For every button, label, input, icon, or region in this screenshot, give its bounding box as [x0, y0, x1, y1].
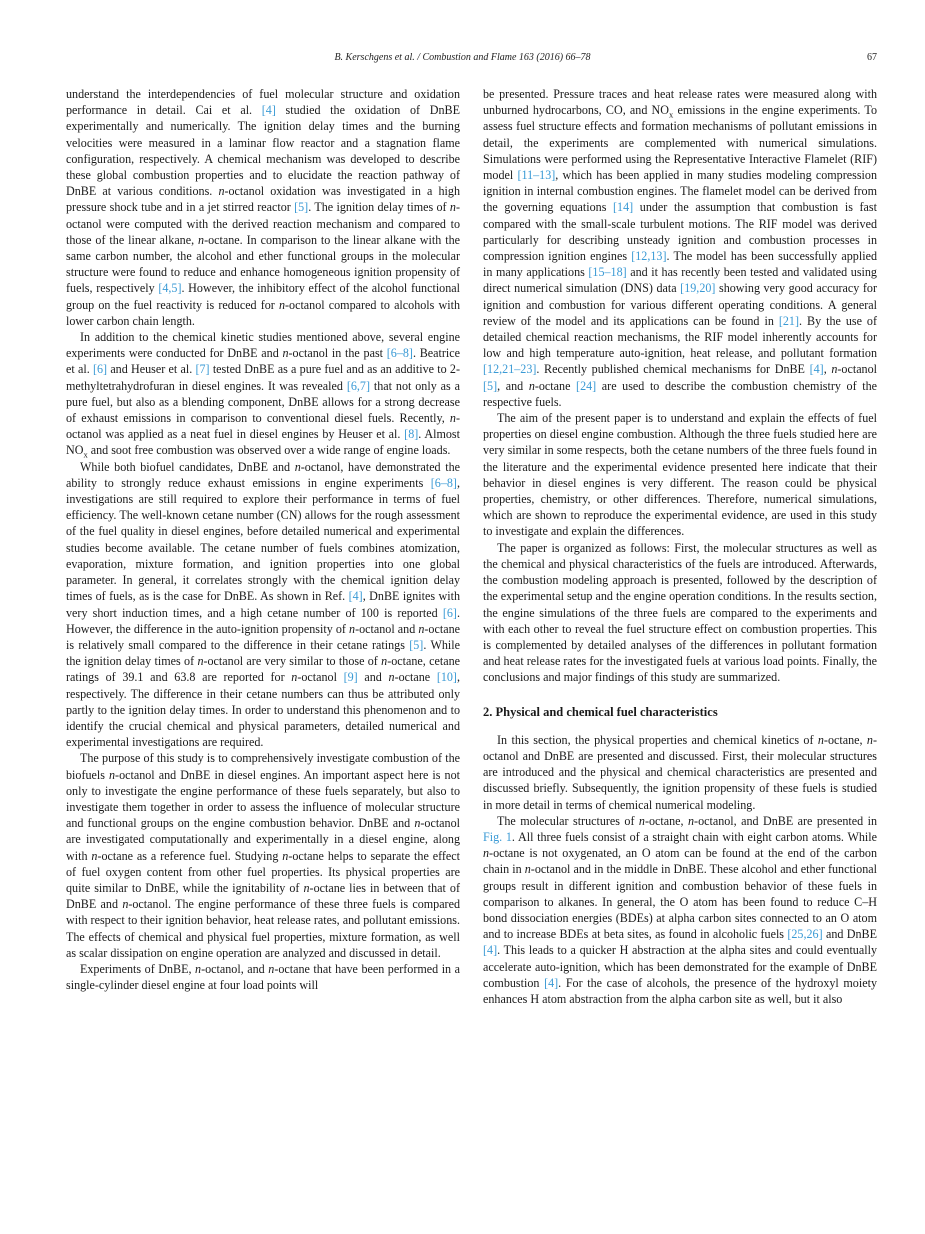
- citation-link[interactable]: [6,7]: [346, 378, 370, 393]
- citation-link[interactable]: [7]: [195, 362, 210, 377]
- paragraph: The purpose of this study is to comprehensively investigate combustion of the biofuels n-octanol and DnBE in diesel engines. An important aspect here is not only to investigate the engine performance of these fuels separately, but also to investigate them together in order to assess the influence of molecular structure and functional groups on the engine combustion behavior. DnBE and n-octanol are investigated computationally and experimentally in a diesel engine, along with n-octane as a reference fuel. Studying n-octane helps to separate the effect of fuel oxygen content from other fuel properties. Its physical properties are quite similar to DnBE, while the ignitability of n-octane lies in between that of DnBE and n-octanol. The engine performance of these three fuels is compared with respect to their ignition behavior, heat release rates, and pollutant emissions. The effects of chemical and physical fuel properties, mixture formation, as well as scalar dissipation on engine operation are analyzed and discussed in detail.: [66, 751, 461, 960]
- right-column: [483, 86, 877, 1007]
- citation-link[interactable]: [4,5]: [158, 281, 182, 296]
- citation-link[interactable]: [12,21–23]: [483, 362, 537, 377]
- left-column: [66, 86, 460, 993]
- paragraph: Experiments of DnBE, n-octanol, and n-octane that have been performed in a single-cylinder diesel engine at four load points will: [66, 961, 460, 993]
- citation-link[interactable]: [12,13]: [631, 249, 667, 264]
- citation-link[interactable]: [19,20]: [680, 281, 716, 296]
- citation-link[interactable]: [15–18]: [588, 265, 627, 280]
- citation-link[interactable]: [21]: [778, 313, 799, 328]
- running-head: [0, 52, 925, 63]
- paragraph: While both biofuel candidates, DnBE and n-octanol, have demonstrated the ability to strongly reduce exhaust emissions in engine experiments [6–8], investigations are still required to explore their performance in terms of fuel efficiency. The well-known cetane number (CN) allows for the rough assessment of the fuel quality in diesel engines, before detailed numerical and experimental studies become available. The cetane number of fuels combines atomization, evaporation, mixture formation, and ignition properties into one global parameter. In general, it correlates strongly with the chemical ignition delay times of fuels, as is the case for DnBE. As shown in Ref. [4], DnBE ignites with very short induction times, and a high cetane number of 100 is reported [6]. However, the difference in the auto-ignition propensity of n-octanol and n-octane is relatively small compared to the difference in their cetane ratings [5]. While the ignition delay times of n-octanol are very similar to those of n-octane, cetane ratings of 39.1 and 63.8 are reported for n-octanol [9] and n-octane [10], respectively. The difference in their cetane numbers can thus be attributed only partly to the ignition delay times. In order to understand this phenomenon and to identify the crucial chemical and physical parameters, detailed numerical and experimental investigations are required.: [66, 459, 461, 750]
- citation-link[interactable]: [5]: [294, 200, 309, 215]
- citation-link[interactable]: [8]: [404, 427, 419, 442]
- citation-link[interactable]: [4]: [544, 975, 559, 990]
- citation-link[interactable]: [10]: [436, 670, 457, 685]
- citation-link[interactable]: [4]: [809, 362, 824, 377]
- paragraph: understand the interdependencies of fuel molecular structure and oxidation performance in detail. Cai et al. [4] studied the oxidation of DnBE experimentally and numerically. The ignition delay times and the burning velocities were measured in a laminar flow reactor and a stagnation flame configuration, respectively. A chemical mechanism was developed to describe these global combustion properties and to elucidate the reaction pathway of DnBE at various conditions. n-octanol oxidation was investigated in a high pressure shock tube and in a jet stirred reactor [5]. The ignition delay times of n-octanol were computed with the derived reaction mechanism and compared to those of the linear alkane, n-octane. In comparison to the linear alkane with the same carbon number, the alcohol and ether functional groups in the molecular structure were found to reduce and enhance homogeneous ignition propensity of fuels, respectively [4,5]. However, the inhibitory effect of the alcohol functional group on the fuel reactivity is reduced for n-octanol compared to alcohols with lower carbon chain length.: [66, 87, 460, 328]
- citation-link[interactable]: [9]: [343, 670, 358, 685]
- running-title: B. Kerschgens et al. / Combustion and Flame 163 (2016) 66–78: [334, 52, 591, 63]
- citation-link[interactable]: [4]: [483, 943, 498, 958]
- paragraph: In this section, the physical properties and chemical kinetics of n-octane, n-octanol and DnBE are presented and discussed. First, their molecular structures are introduced and the physical and chemical characteristics are presented and discussed briefly. Subsequently, the ignition propensity of these fuels is studied in more detail in terms of chemical numerical modeling.: [483, 732, 877, 812]
- section-heading: 2. Physical and chemical fuel characteristics: [483, 704, 718, 719]
- citation-link[interactable]: [6–8]: [386, 346, 413, 361]
- figure-link[interactable]: Fig. 1: [483, 829, 512, 844]
- citation-link[interactable]: [6–8]: [430, 475, 457, 490]
- citation-link[interactable]: [24]: [576, 378, 597, 393]
- citation-link[interactable]: [25,26]: [787, 927, 823, 942]
- paragraph: be presented. Pressure traces and heat release rates were measured along with unburned hydrocarbons, CO, and $NO_x$ emissions in the engine experiments. To assess fuel structure effects and formation mechanisms of pollutant emissions in detail, the experiments are complemented with numerical simulations. Simulations were performed using the Representative Interactive Flamelet (RIF) model [11–13], which has been applied in many studies modeling compression ignition in internal combustion engines. The flamelet model can be derived from the governing equations [14] under the assumption that combustion is fast compared with the small-scale turbulent motions. The RIF model was derived particularly for describing unsteady ignition and combustion processes in compression ignition engines [12,13]. The model has been successfully applied in many applications [15–18] and it has recently been tested and validated using direct numerical simulation (DNS) data [19,20] showing very good accuracy for ignition and combustion for various different operating conditions. A general review of the model and its applications can be found in [21]. By the use of detailed chemical reaction mechanisms, the RIF model inherently accounts for low and high temperature auto-ignition, heat release, and pollutant formation [12,21–23]. Recently published chemical mechanisms for DnBE [4], n-octanol [5], and n-octane [24] are used to describe the combustion chemistry of the respective fuels.: [483, 87, 878, 409]
- citation-link[interactable]: [5]: [483, 378, 498, 393]
- citation-link[interactable]: [14]: [613, 200, 634, 215]
- citation-link[interactable]: [6]: [442, 605, 457, 620]
- paragraph: In addition to the chemical kinetic studies mentioned above, several engine experiments were conducted for DnBE and n-octanol in the past [6–8]. Beatrice et al. [6] and Heuser et al. [7] tested DnBE as a pure fuel and as an additive to 2-methyltetrahydrofuran in diesel engines. It was revealed [6,7] that not only as a pure fuel, but also as a blending component, DnBE allows for a strong decrease of exhaust emissions in comparison to conventional diesel fuels. Recently, n-octanol was applied as a neat fuel in diesel engines by Heuser et al. [8]. Almost $NO_x$ and soot free combustion was observed over a wide range of engine loads.: [66, 330, 460, 460]
- citation-link[interactable]: [5]: [409, 637, 424, 652]
- paragraph: The paper is organized as follows: First, the molecular structures as well as the chemical and physical characteristics of the fuels are introduced. Afterwards, the combustion modeling approach is presented, followed by the description of the experimental setup and the engine operation conditions. In the results section, the engine simulations of the three fuels are compared to the experiments and with each other to reveal the fuel structure effect on combustion properties. This is complemented by detailed analyses of the differences in pollutant formation and heat release rates for the investigated fuels at various load points. Finally, the conclusions and major findings of this study are summarized.: [483, 540, 877, 685]
- paragraph: The aim of the present paper is to understand and explain the effects of fuel properties on diesel engine combustion. Although the three fuels studied here are very similar in some respects, both the cetane numbers of the three fuels found in the literature and the experimental evidence presented here indicate that their behavior in diesel engines is very different. The reason could be physical properties, chemistry, or other differences. Therefore, numerical simulations, which are shown to reproduce the experimental evidence, are used in this study to investigate and explain the differences.: [483, 411, 877, 539]
- paragraph: The molecular structures of n-octane, n-octanol, and DnBE are presented in Fig. 1. All three fuels consist of a straight chain with eight carbon atoms. While n-octane is not oxygenated, an O atom can be found at the end of the carbon chain in n-octanol and in the middle in DnBE. These alcohol and ether functional groups result in different ignition and combustion behavior of these fuels in comparison to alkanes. In general, the O atom has been found to reduce C–H bond dissociation energies (BDEs) at alpha carbon sites connected to an O atom and to increase BDEs at beta sites, as found in alcoholic fuels [25,26] and DnBE [4]. This leads to a quicker H abstraction at the alpha sites and could eventually accelerate auto-ignition, which has been demonstrated for the example of DnBE combustion [4]. For the case of alcohols, the presence of the hydroxyl moiety enhances H atom abstraction from the alpha carbon site as well, but it also: [483, 813, 877, 1006]
- citation-link[interactable]: [6]: [92, 362, 108, 377]
- citation-link[interactable]: [4]: [261, 103, 276, 118]
- page-number: 67: [867, 52, 877, 63]
- citation-link[interactable]: [11–13]: [517, 168, 556, 183]
- citation-link[interactable]: [4]: [348, 589, 363, 604]
